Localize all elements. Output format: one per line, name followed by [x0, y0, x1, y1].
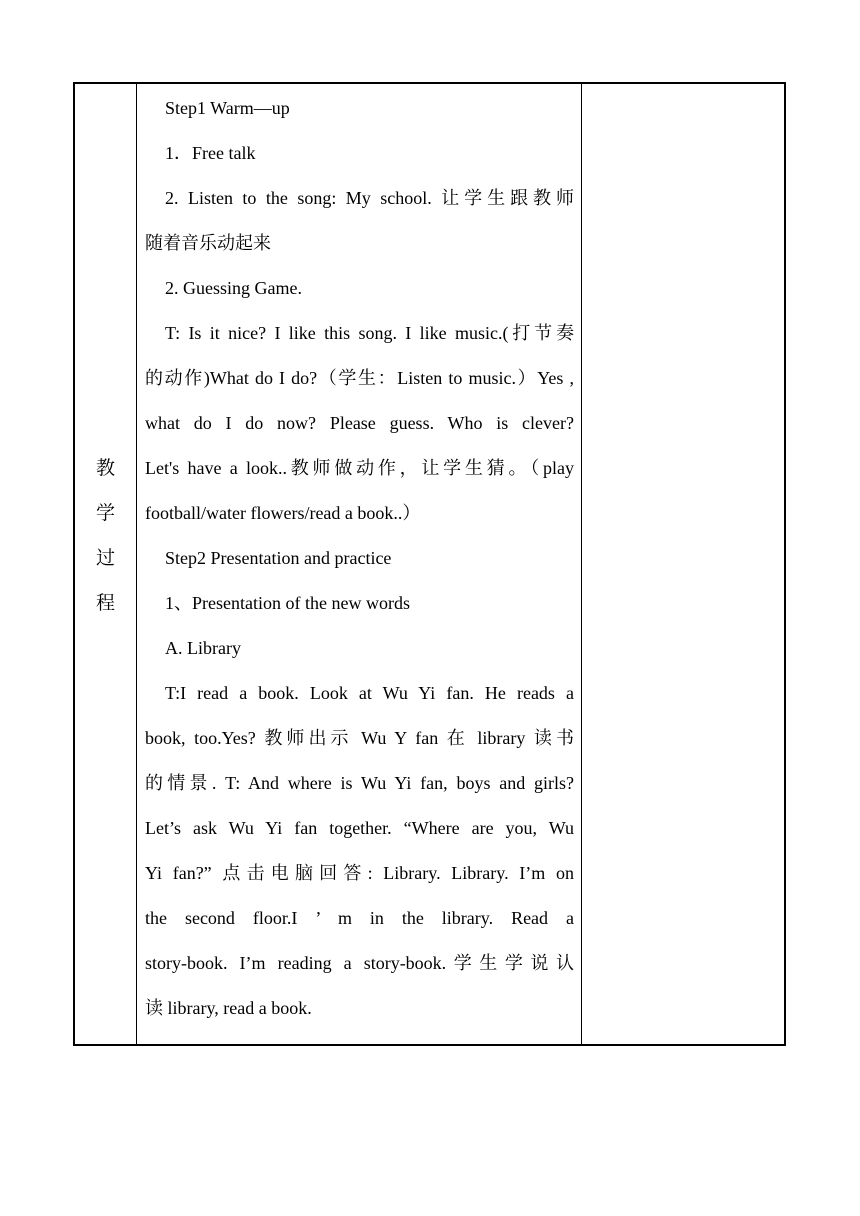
content-line: what do I do now? Please guess. Who is clever? [145, 413, 574, 433]
content-line: 读 library, read a book. [145, 998, 312, 1018]
section-label-char: 过 [95, 548, 115, 569]
section-label-char: 学 [95, 503, 115, 524]
lesson-plan-table [73, 82, 786, 1046]
content-line: 的情景. T: And where is Wu Yi fan, boys and girls? [145, 773, 574, 793]
content-line: 随着音乐动起来 [145, 233, 271, 253]
content-line: 2. Listen to the song: My school. 让学生跟教师 [165, 188, 574, 208]
content-line: book, too.Yes? 教师出示 Wu Y fan 在 library 读书 [145, 728, 574, 748]
content-line: Step2 Presentation and practice [165, 548, 392, 568]
section-label-cell [75, 84, 137, 1044]
section-label-char: 程 [95, 593, 115, 614]
content-line: the second floor.I ’ m in the library. Read a [145, 908, 574, 928]
content-line: football/water flowers/read a book..） [145, 503, 421, 523]
content-line: Step1 Warm—up [165, 98, 290, 118]
content-line: Let’s ask Wu Yi fan together. “Where are you, Wu [145, 818, 574, 838]
section-label-char: 教 [95, 458, 115, 479]
content-line: story-book. I’m reading a story-book.学生学说认 [145, 953, 574, 973]
content-line: 的动作)What do I do?（学生：Listen to music.）Yes , [145, 368, 574, 388]
content-text [145, 86, 574, 1031]
section-label [75, 446, 136, 626]
content-line: A. Library [165, 638, 241, 658]
content-cell [137, 84, 582, 1044]
content-line: T:I read a book. Look at Wu Yi fan. He reads a [165, 683, 574, 703]
content-line: T: Is it nice? I like this song. I like music.(打节奏 [165, 323, 574, 343]
content-line: Let's have a look..教师做动作，让学生猜。（play [145, 458, 574, 478]
notes-cell [582, 84, 784, 1044]
content-line: 1、Presentation of the new words [165, 593, 410, 613]
content-line: Yi fan?” 点击电脑回答: Library. Library. I’m on [145, 863, 574, 883]
content-line: 2. Guessing Game. [165, 278, 302, 298]
content-line: 1．Free talk [165, 143, 256, 163]
